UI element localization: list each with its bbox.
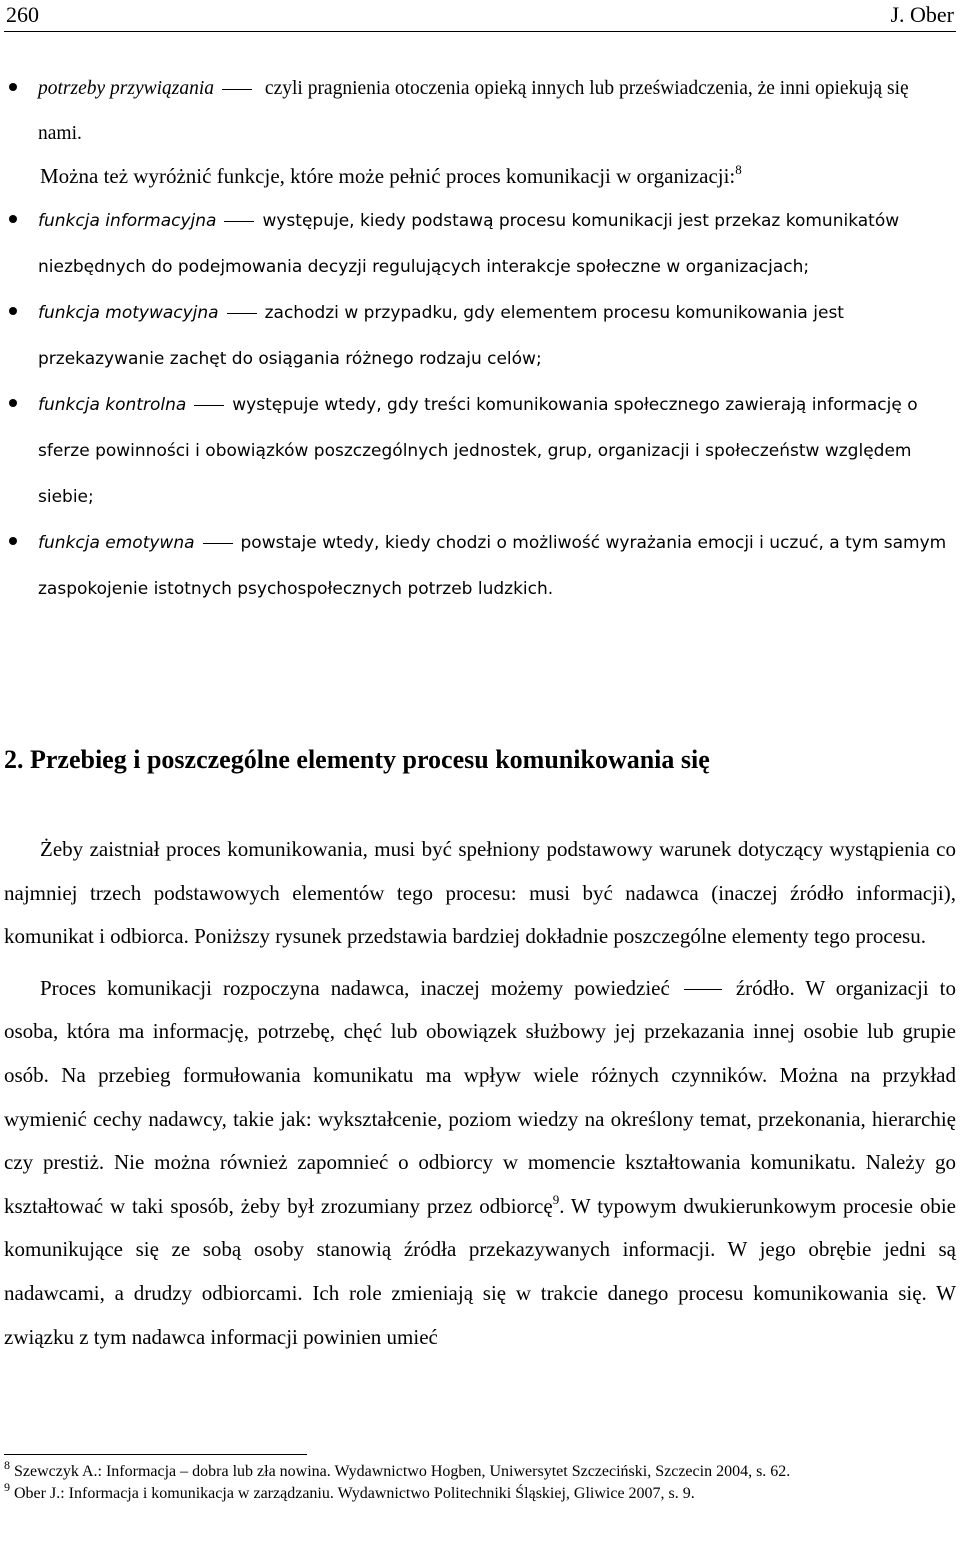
intro-sentence (40, 154, 742, 199)
paragraph-text: . W typowym dwukierunkowym procesie obie komunikujące się ze sobą osoby stanowią źródła przekazywanych informacji. W jego obrębie jedni są nadawcami, a drudzy odbiorcami. Ich role zmieniają się w trakcie danego procesu komunikowania się. W związku z tym nadawca informacji powinien umieć (4, 1193, 957, 1349)
em-dash (222, 89, 252, 90)
footnote-rule (4, 1454, 307, 1455)
paragraph-text: Proces komunikacji rozpoczyna nadawca, inaczej możemy powiedzieć (40, 975, 670, 1000)
bullet-icon (9, 399, 17, 407)
list-item-term: potrzeby przywiązania (38, 78, 215, 99)
list-item-text: występuje wtedy, gdy treści komunikowania społecznego zawierają informację o sferze powinności i obowiązków poszczególnych jednostek, grup, organizacji i społeczeństw względem siebie; (38, 395, 918, 507)
section-heading: 2. Przebieg i poszczególne elementy procesu komunikowania się (4, 745, 710, 774)
list-item (0, 290, 956, 382)
list-item-text: czyli pragnienia otoczenia opieką innych lub przeświadczenia, że inni opiekują się nami. (38, 78, 909, 144)
functions-list (0, 198, 960, 612)
list-item-term: funkcja informacyjna (38, 211, 217, 231)
list-item-term: funkcja kontrolna (38, 395, 187, 415)
footnote-text: Szewczyk A.: Informacja – dobra lub zła nowina. Wydawnictwo Hogben, Uniwersytet Szczeciński, Szczecin 2004, s. 62. (14, 1463, 791, 1480)
list-item (0, 198, 956, 290)
em-dash (194, 405, 224, 406)
body-text (4, 828, 956, 1359)
footnote-number: 8 (4, 1458, 10, 1472)
footnote-number: 9 (4, 1480, 10, 1494)
paragraph (4, 967, 956, 1359)
em-dash (227, 313, 257, 314)
running-header (4, 0, 954, 30)
footnote-text: Ober J.: Informacja i komunikacja w zarządzaniu. Wydawnictwo Politechniki Śląskiej, Gliwice 2007, s. 9. (14, 1485, 695, 1502)
footnote (4, 1458, 958, 1483)
page-number: 260 (6, 2, 39, 27)
list-item-text: zachodzi w przypadku, gdy elementem procesu komunikowania jest przekazywanie zachęt do osiągania różnego rodzaju celów; (38, 303, 844, 369)
bullet-icon (9, 537, 17, 545)
intro-text: Można też wyróżnić funkcje, które może pełnić proces komunikacji w organizacji: (40, 164, 736, 188)
em-dash (224, 221, 254, 222)
header-rule (4, 31, 956, 32)
list-item (0, 66, 956, 156)
list-item (0, 520, 956, 612)
list-item-text: powstaje wtedy, kiedy chodzi o możliwość wyrażania emocji i uczuć, a tym samym zaspokojenie istotnych psychospołecznych potrzeb ludzkich. (38, 533, 947, 599)
footnote-ref: 8 (735, 162, 742, 177)
paragraph-text: źródło. W organizacji to osoba, która ma informację, potrzebę, chęć lub obowiązek służbowy jej przekazania innej osobie lub grupie osób. Na przebieg formułowania komunikatu ma wpływ wiele różnych czynników. Można na przykład wymienić cechy nadawcy, takie jak: wykształcenie, poziom wiedzy na określony temat, przekonania, hierarchię czy prestiż. Nie można również zapomnieć o odbiorcy w momencie kształtowania komunikatu. Należy go kształtować w taki sposób, żeby był zrozumiany przez odbiorcę (4, 975, 956, 1218)
list-item-term: funkcja motywacyjna (38, 303, 219, 323)
list-item-term: funkcja emotywna (38, 533, 195, 553)
em-dash (684, 989, 722, 990)
bullet-icon (9, 215, 17, 223)
bullet-icon (9, 307, 17, 315)
bullet-icon (9, 83, 17, 91)
running-author: J. Ober (890, 2, 954, 27)
footnotes (4, 1458, 958, 1505)
needs-list (0, 66, 960, 156)
em-dash (203, 543, 233, 544)
list-item (0, 382, 956, 520)
list-item-text: występuje, kiedy podstawą procesu komunikacji jest przekaz komunikatów niezbędnych do podejmowania decyzji regulujących interakcje społeczne w organizacjach; (38, 211, 900, 277)
footnote-ref: 9 (552, 1191, 560, 1207)
footnote (4, 1480, 958, 1505)
paragraph (4, 828, 956, 959)
paragraph-text: Żeby zaistniał proces komunikowania, musi być spełniony podstawowy warunek dotyczący wystąpienia co najmniej trzech podstawowych elementów tego procesu: musi być nadawca (inaczej źródło informacji), komunikat i odbiorca. Poniższy rysunek przedstawia bardziej dokładnie poszczególne elementy tego procesu. (4, 837, 956, 949)
